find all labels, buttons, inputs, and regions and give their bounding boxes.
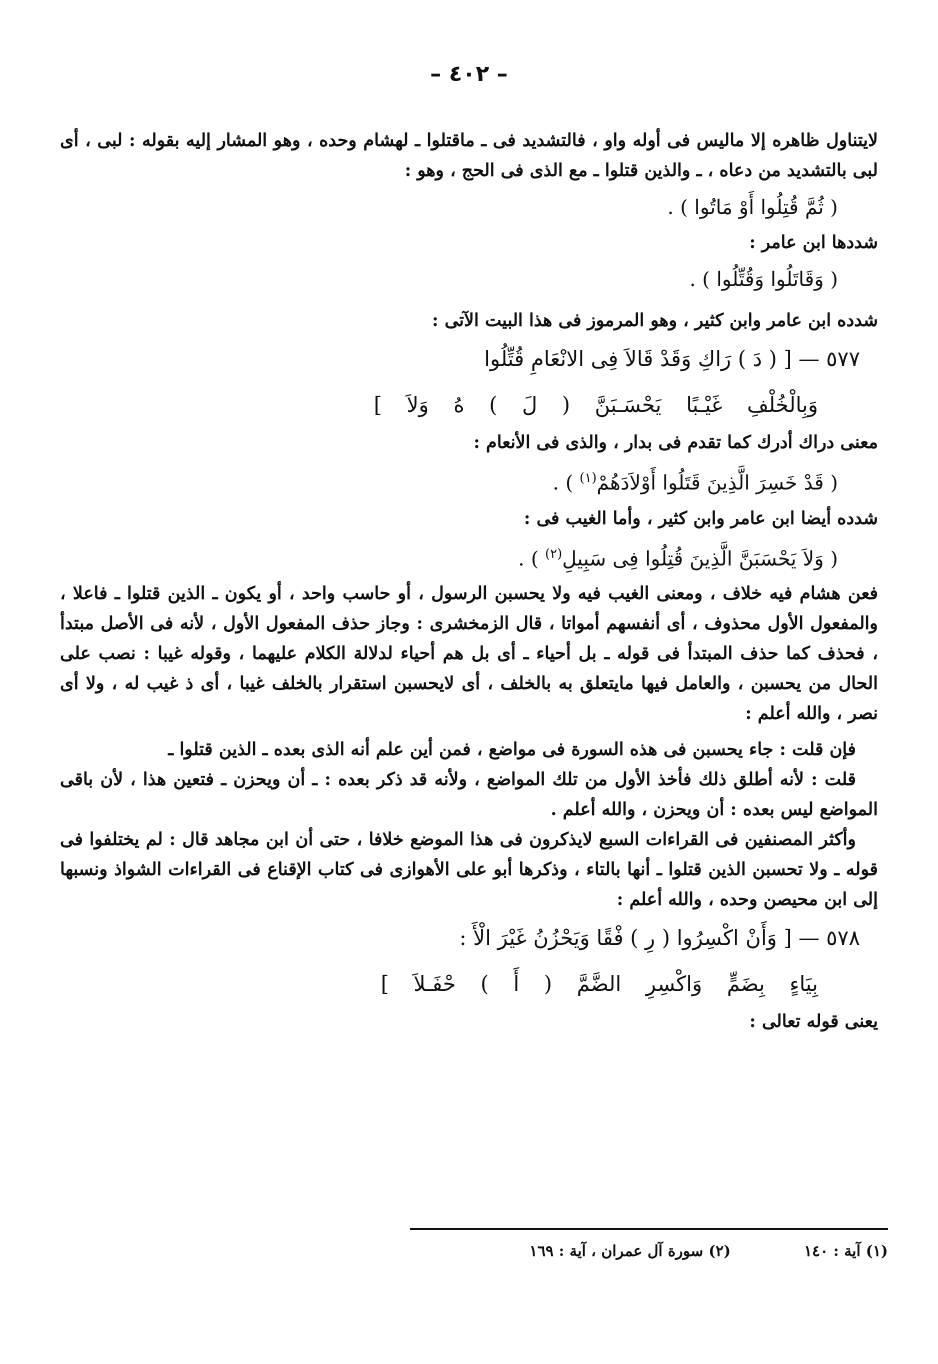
- paragraph: فعن هشام فيه خلاف ، ومعنى الغيب فيه ولا يحسبن الرسول ، أو حاسب واحد ، أو يكون ـ الذين قتلوا ـ فاعلا ، والمفعول الأول محذوف ، أى أنفسهم أمواتا ، قال الزمخشرى : وجاز حذف المفعول الأول ، لأنه فى الأصل مبتدأ ، فحذف كما حذف المبتدأ فى قوله ـ بل أحياء ـ أى بل هم أحياء لدلالة الكلام عليهما ، وقوله غيبا : نصب على الحال من يحسبن ، والعامل فيها مايتعلق به بالخلف ، أى لايحسبن استقرار بالخلف غيبا ، أى ذ غيب له ، ولا أى نصر ، والله أعلم :: [60, 584, 878, 725]
- footnote-2: (٢) سورة آل عمران ، آية : ١٦٩: [529, 1242, 731, 1260]
- paragraph: شدده ابن عامر وابن كثير ، وهو المرموز فى هذا البيت الآتى :: [432, 311, 878, 331]
- quote-end: ) .: [552, 470, 580, 495]
- paragraph: لايتناول ظاهره إلا ماليس فى أوله واو ، فالتشديد فى ـ ماقتلوا ـ لهشام وحده ، وهو المشار إليه بقوله : لبى ، أى لبى بالتشديد من دعاه ، ـ والذين قتلوا ـ مع الذى فى الحج ، وهو :: [60, 131, 878, 181]
- verse-577-second-hemistich: وَبِالْخُلْفِ غَيْـبًا يَحْسَـبَنَّ ( لَ ) هُ وَلاَ ]: [373, 393, 818, 417]
- quote-text: ( قَدْ خَسِرَ الَّذِينَ قَتَلُوا أَوْلاَدَهُمْ: [596, 470, 838, 495]
- verse-578-first-hemistich: ٥٧٨ — [ وَأَنْ اكْسِرُوا ( رِ ) فْقًا وَيَحْزُنُ غَيْرَ الْأَ :: [459, 926, 860, 951]
- quranic-quote: [60, 534, 878, 580]
- paragraph: وأكثر المصنفين فى القراءات السبع لايذكرون فى هذا الموضع خلافا ، حتى أن ابن مجاهد قال : لم يختلفوا فى قوله ـ ولا تحسبن الذين قتلوا ـ أنها بالتاء ، وذكرها أبو على الأهوازى فى كتاب الإقناع فى القراءات الشواذ ونسبها إلى ابن محيصن وحده ، والله أعلم :: [60, 830, 878, 911]
- footnote-ref: (٢): [545, 546, 563, 562]
- quote-end: ) .: [518, 546, 546, 571]
- verse-577-first-hemistich: ٥٧٧ — [ ( دَ ) رَاكِ وَقَدْ قَالاَ فِى الانْعَامِ قُتِّلُوا: [484, 347, 860, 371]
- quranic-quote: ( وَقَاتَلُوا وَقُتِّلُوا ) .: [689, 267, 838, 291]
- footnote-ref: (١): [579, 471, 597, 486]
- paragraph: يعنى قوله تعالى :: [749, 1012, 878, 1033]
- paragraph: قلت : لأنه أطلق ذلك فأخذ الأول من تلك المواضع ، ولأنه قد ذكر بعده : ـ أن ويحزن ـ فتعين هذا ، لأن باقى المواضع ليس بعده : أن ويحزن ، والله أعلم .: [60, 770, 878, 821]
- footnote-1: (١) آية : ١٤٠: [803, 1242, 888, 1260]
- quranic-quote: [60, 458, 878, 504]
- footnotes: [410, 1228, 888, 1260]
- page-number: – ٤٠٢ –: [430, 62, 508, 87]
- paragraph: شددها ابن عامر :: [749, 233, 878, 253]
- main-text: [60, 126, 878, 1037]
- paragraph: معنى دراك أدرك كما تقدم فى بدار ، والذى فى الأنعام :: [473, 433, 878, 453]
- paragraph: شدده أيضا ابن عامر وابن كثير ، وأما الغيب فى :: [523, 508, 878, 529]
- verse-578-second-hemistich: بِيَاءٍ بِضَمٍّ وَاكْسِرِ الضَّمَّ ( أَ ) حْفَـلاَ ]: [380, 972, 818, 997]
- quranic-quote: ( ثُمَّ قُتِلُوا أَوْ مَاتُوا ) .: [667, 195, 838, 219]
- quote-text: ( وَلاَ يَحْسَبَنَّ الَّذِينَ قُتِلُوا فِى سَبِيلِ: [562, 546, 838, 571]
- paragraph: فإن قلت : جاء يحسبن فى هذه السورة فى مواضع ، فمن أين علم أنه الذى بعده ـ الذين قتلوا ـ: [168, 740, 856, 761]
